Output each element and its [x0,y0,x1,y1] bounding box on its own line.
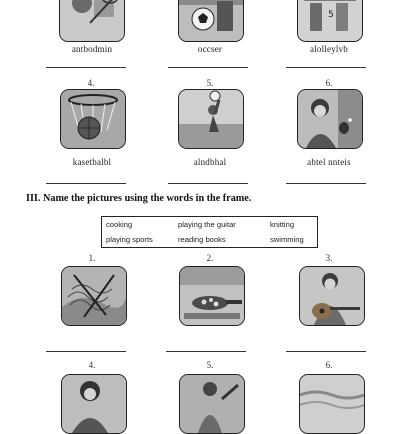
reading-picture [61,374,127,434]
word-frame [101,216,318,248]
swimming-picture [299,374,365,434]
soccer-picture [178,0,244,42]
picture-number-3: 3. [325,253,333,263]
scrambled-word-2: occser [197,44,223,54]
frame-word-knitting: knitting [270,220,295,229]
frame-word-swimming: swimming [270,235,304,244]
answer-line-6[interactable] [286,183,366,184]
frame-word-reading-books: reading books [178,235,226,244]
section-3-heading: III. Name the pictures using the words in the frame. [26,193,252,204]
frame-word-playing-sports: playing sports [106,235,153,244]
sports-picture [179,374,245,434]
badminton-picture [59,0,125,42]
picture-number-2: 2. [206,253,214,263]
answer-line-1[interactable] [46,67,126,68]
basketball-picture [60,89,126,149]
answer-line-3[interactable] [286,67,366,68]
picture-number-6: 6. [325,360,333,370]
frame-word-cooking: cooking [106,220,133,229]
item-number-4: 4. [87,78,95,88]
svg-text:5: 5 [328,10,334,20]
cooking-picture [179,266,245,326]
table-tennis-picture [297,89,363,149]
picture-answer-line-2[interactable] [166,351,246,352]
scrambled-word-1: antbodmin [71,44,113,54]
item-number-6: 6. [325,78,333,88]
scrambled-word-3: alolleylvb [310,44,348,54]
item-number-5: 5. [206,78,214,88]
picture-number-5: 5. [206,360,214,370]
scrambled-word-5: alndbhal [193,157,227,167]
frame-word-playing-the-guitar: playing the guitar [178,220,236,229]
scrambled-word-4: kasetbalbl [72,157,112,167]
picture-number-1: 1. [88,253,96,263]
picture-answer-line-3[interactable] [286,351,366,352]
picture-number-4: 4. [88,360,96,370]
answer-line-5[interactable] [168,183,248,184]
answer-line-4[interactable] [46,183,126,184]
volleyball-picture [297,0,363,42]
picture-answer-line-1[interactable] [46,351,126,352]
handball-picture [178,89,244,149]
guitar-picture [299,266,365,326]
answer-line-2[interactable] [168,67,248,68]
knitting-picture [61,266,127,326]
scrambled-word-6: abtel nnteis [307,157,351,167]
